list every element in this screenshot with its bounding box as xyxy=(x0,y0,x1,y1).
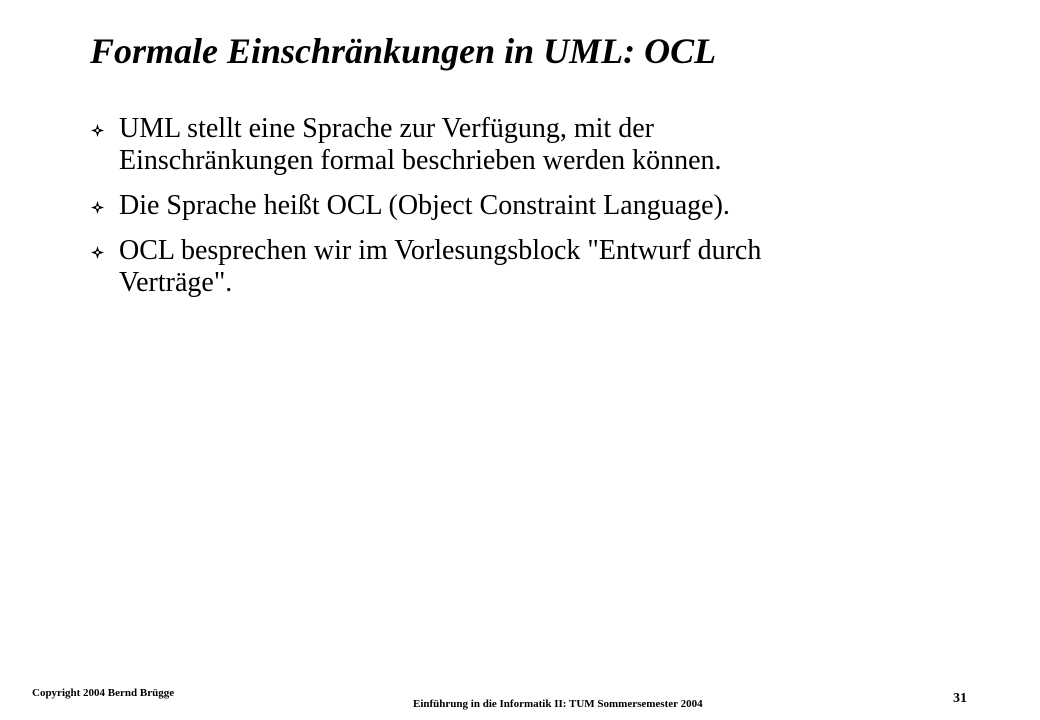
slide-title: Formale Einschränkungen in UML: OCL xyxy=(90,31,717,71)
bullet-item xyxy=(90,113,910,177)
bullet-text-line: Die Sprache heißt OCL (Object Constraint Language). xyxy=(119,190,730,221)
bullet-list xyxy=(90,113,910,312)
bullet-text-line: Einschränkungen formal beschrieben werden können. xyxy=(119,145,722,176)
bullet-item xyxy=(90,190,910,222)
page-number: 31 xyxy=(953,691,967,706)
bullet-text-line: Verträge". xyxy=(119,267,233,298)
bullet-text-line: UML stellt eine Sprache zur Verfügung, mit der xyxy=(119,113,654,144)
diamond-bullet-icon xyxy=(91,124,104,137)
bullet-text-line: OCL besprechen wir im Vorlesungsblock "Entwurf durch xyxy=(119,235,762,266)
diamond-bullet-icon xyxy=(91,246,104,259)
footer-course: Einführung in die Informatik II: TUM Sommersemester 2004 xyxy=(413,698,703,710)
footer-copyright: Copyright 2004 Bernd Brügge xyxy=(32,687,175,699)
bullet-item xyxy=(90,235,910,299)
diamond-bullet-icon xyxy=(91,201,104,214)
